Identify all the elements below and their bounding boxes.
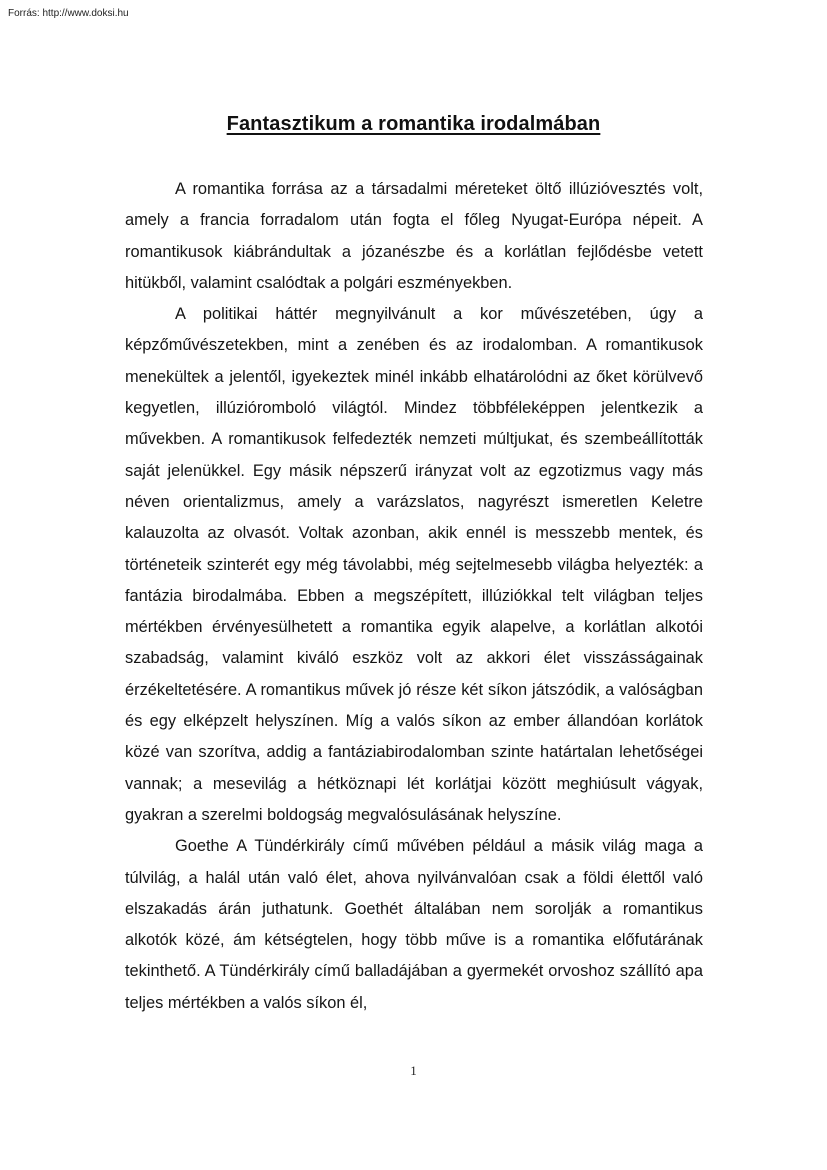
- document-body: [125, 174, 703, 1019]
- paragraph-2: A politikai háttér megnyilvánult a kor művészetében, úgy a képzőművészetekben, mint a zenében és az irodalomban. A romantikusok menekültek a jelentől, igyekeztek minél inkább elhatárolódni az őket körülvevő kegyetlen, illúzióromboló világtól. Mindez többféleképpen jelentkezik a művekben. A romantikusok felfedezték nemzeti múltjukat, és szembeállították saját jelenükkel. Egy másik népszerű irányzat volt az egzotizmus vagy más néven orientalizmus, amely a varázslatos, nagyrészt ismeretlen Keletre kalauzolta az olvasót. Voltak azonban, akik ennél is messzebb mentek, és történeteik szinterét egy még távolabbi, még sejtelmesebb világba helyezték: a fantázia birodalmába. Ebben a megszépített, illúziókkal telt világban teljes mértékben érvényesülhetett a romantika egyik alapelve, a korlátlan alkotói szabadság, valamint kiváló eszköz volt az akkori élet visszásságainak érzékeltetésére. A romantikus művek jó része két síkon játszódik, a valóságban és egy elképzelt helyszínen. Míg a valós síkon az ember állandóan korlátok közé van szorítva, addig a fantáziabirodalomban szinte határtalan lehetőségei vannak; a mesevilág a hétköznapi lét korlátjai között meghiúsult vágyak, gyakran a szerelmi boldogság megvalósulásának helyszíne.: [125, 305, 703, 824]
- paragraph-1: A romantika forrása az a társadalmi méreteket öltő illúzióvesztés volt, amely a francia forradalom után fogta el főleg Nyugat-Európa népeit. A romantikusok kiábrándultak a józanészbe és a korlátlan fejlődésbe vetett hitükből, valamint csalódtak a polgári eszményekben.: [125, 180, 703, 292]
- paragraph-3: Goethe A Tündérkirály című művében például a másik világ maga a túlvilág, a halál után való élet, ahova nyilvánvalóan csak a földi élettől való elszakadás árán juthatunk. Goethét általában nem sorolják a romantikus alkotók közé, ám kétségtelen, hogy több műve is a romantika előfutárának tekinthető. A Tündérkirály című balladájában a gyermekét orvoshoz szállító apa teljes mértékben a valós síkon él,: [125, 837, 703, 1012]
- document-title: Fantasztikum a romantika irodalmában: [226, 113, 601, 135]
- source-note: Forrás: http://www.doksi.hu: [8, 8, 129, 19]
- page-number: 1: [410, 1063, 417, 1078]
